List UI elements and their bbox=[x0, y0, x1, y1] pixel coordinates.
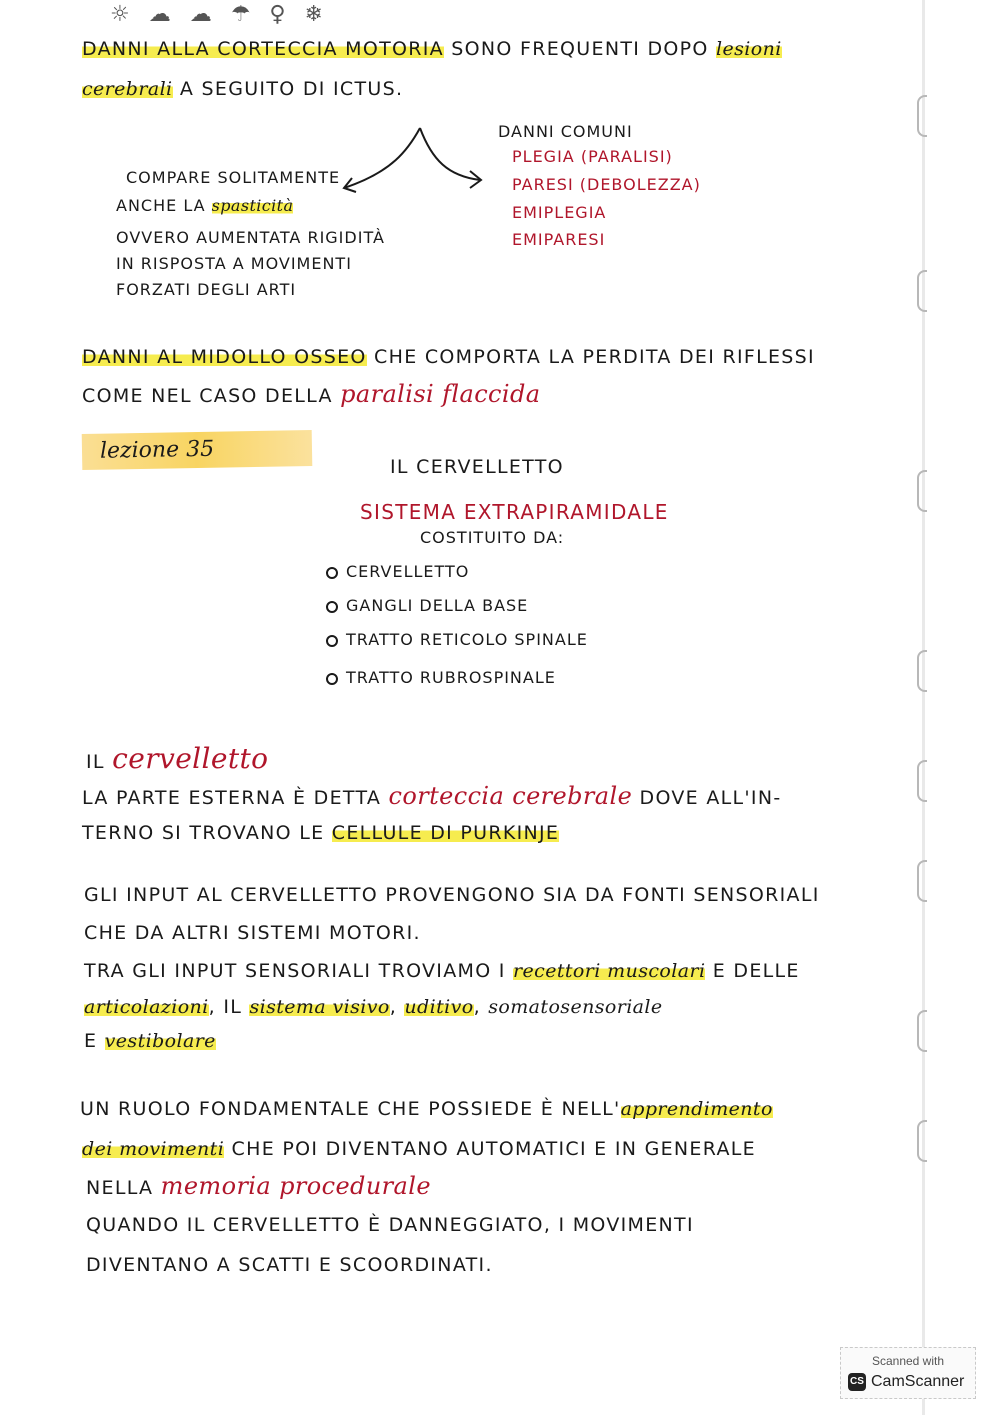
note-line: OVVERO AUMENTATA RIGIDITÀ bbox=[116, 228, 385, 247]
binder-ring bbox=[917, 470, 927, 512]
paragraph-line: CHE DA ALTRI SISTEMI MOTORI. bbox=[84, 922, 421, 944]
bullet-icon bbox=[326, 673, 338, 685]
note-line: ANCHE LA spasticità bbox=[116, 196, 294, 215]
note-line: FORZATI DEGLI ARTI bbox=[116, 280, 297, 299]
lesson-label: lezione 35 bbox=[82, 430, 313, 470]
camscanner-watermark: Scanned with CS CamScanner bbox=[840, 1347, 976, 1399]
section1-line2: cerebrali A SEGUITO DI ICTUS. bbox=[82, 78, 404, 100]
constituted-label: COSTITUITO DA: bbox=[420, 528, 565, 547]
paragraph-line: TRA GLI INPUT SENSORIALI TROVIAMO I recettori muscolari E DELLE bbox=[84, 960, 800, 982]
binder-ring bbox=[917, 1120, 927, 1162]
list-item: CERVELLETTO bbox=[326, 562, 469, 581]
paragraph-line: UN RUOLO FONDAMENTALE CHE POSSIEDE È NELL'apprendimento bbox=[80, 1098, 773, 1120]
highlight: uditivo bbox=[404, 996, 474, 1018]
paragraph-line: GLI INPUT AL CERVELLETTO PROVENGONO SIA DA FONTI SENSORIALI bbox=[84, 884, 820, 906]
section1-line1: DANNI ALLA CORTECCIA MOTORIA SONO FREQUENTI DOPO lesioni bbox=[82, 38, 782, 60]
binder-ring bbox=[917, 1010, 927, 1052]
paragraph-line: E vestibolare bbox=[84, 1030, 216, 1052]
common-damage-item: PLEGIA (PARALISI) bbox=[512, 147, 673, 166]
list-item: TRATTO RUBROSPINALE bbox=[326, 668, 556, 687]
highlight: vestibolare bbox=[104, 1030, 216, 1052]
highlight: sistema visivo bbox=[249, 996, 390, 1018]
cerebellum-heading: IL cervelletto bbox=[86, 742, 269, 775]
camscanner-logo-icon: CS bbox=[848, 1373, 866, 1391]
section2-line1: DANNI AL MIDOLLO OSSEO CHE COMPORTA LA PERDITA DEI RIFLESSI bbox=[82, 346, 815, 368]
binder-ring bbox=[917, 650, 927, 692]
weather-icons: ☼ ☁ ☁ ☂ ♀ ❄ bbox=[110, 2, 329, 27]
paragraph-line: LA PARTE ESTERNA È DETTA corteccia cerebrale DOVE ALL'IN- bbox=[82, 782, 782, 810]
highlight: DANNI AL MIDOLLO OSSEO bbox=[82, 346, 367, 368]
common-damages-title: DANNI COMUNI bbox=[498, 122, 633, 141]
note-line: IN RISPOSTA A MOVIMENTI bbox=[116, 254, 352, 273]
highlight: recettori muscolari bbox=[513, 960, 706, 982]
list-item: TRATTO RETICOLO SPINALE bbox=[326, 630, 588, 649]
highlight: spasticità bbox=[211, 196, 294, 215]
common-damage-item: PARESI (DEBOLEZZA) bbox=[512, 175, 701, 194]
paragraph-line: QUANDO IL CERVELLETTO È DANNEGGIATO, I MOVIMENTI bbox=[86, 1214, 694, 1236]
paragraph-line: DIVENTANO A SCATTI E SCOORDINATI. bbox=[86, 1254, 493, 1276]
lesson-title: IL CERVELLETTO bbox=[390, 456, 564, 478]
common-damage-item: EMIPARESI bbox=[512, 230, 606, 249]
bullet-icon bbox=[326, 601, 338, 613]
highlight: apprendimento bbox=[620, 1098, 773, 1120]
note-line: COMPARE SOLITAMENTE bbox=[126, 168, 341, 187]
highlight: DANNI ALLA CORTECCIA MOTORIA bbox=[82, 38, 444, 60]
list-item: GANGLI DELLA BASE bbox=[326, 596, 528, 615]
common-damage-item: EMIPLEGIA bbox=[512, 203, 607, 222]
bullet-icon bbox=[326, 567, 338, 579]
highlight: dei movimenti bbox=[82, 1138, 225, 1160]
paragraph-line: dei movimenti CHE POI DIVENTANO AUTOMATICI E IN GENERALE bbox=[82, 1138, 756, 1160]
highlight: articolazioni bbox=[84, 996, 209, 1018]
paragraph-line: articolazioni, IL sistema visivo, uditivo, somatosensoriale bbox=[84, 996, 663, 1018]
highlight: cerebrali bbox=[82, 78, 173, 100]
highlight: CELLULE DI PURKINJE bbox=[331, 822, 560, 844]
paragraph-line: NELLA memoria procedurale bbox=[86, 1172, 431, 1200]
section2-line2: COME NEL CASO DELLA paralisi flaccida bbox=[82, 380, 541, 408]
binder-ring bbox=[917, 860, 927, 902]
paragraph-line: TERNO SI TROVANO LE CELLULE DI PURKINJE bbox=[82, 822, 560, 844]
bullet-icon bbox=[326, 635, 338, 647]
highlight: lesioni bbox=[716, 38, 782, 60]
lesson-subtitle: SISTEMA EXTRAPIRAMIDALE bbox=[360, 500, 669, 524]
binder-ring bbox=[917, 760, 927, 802]
